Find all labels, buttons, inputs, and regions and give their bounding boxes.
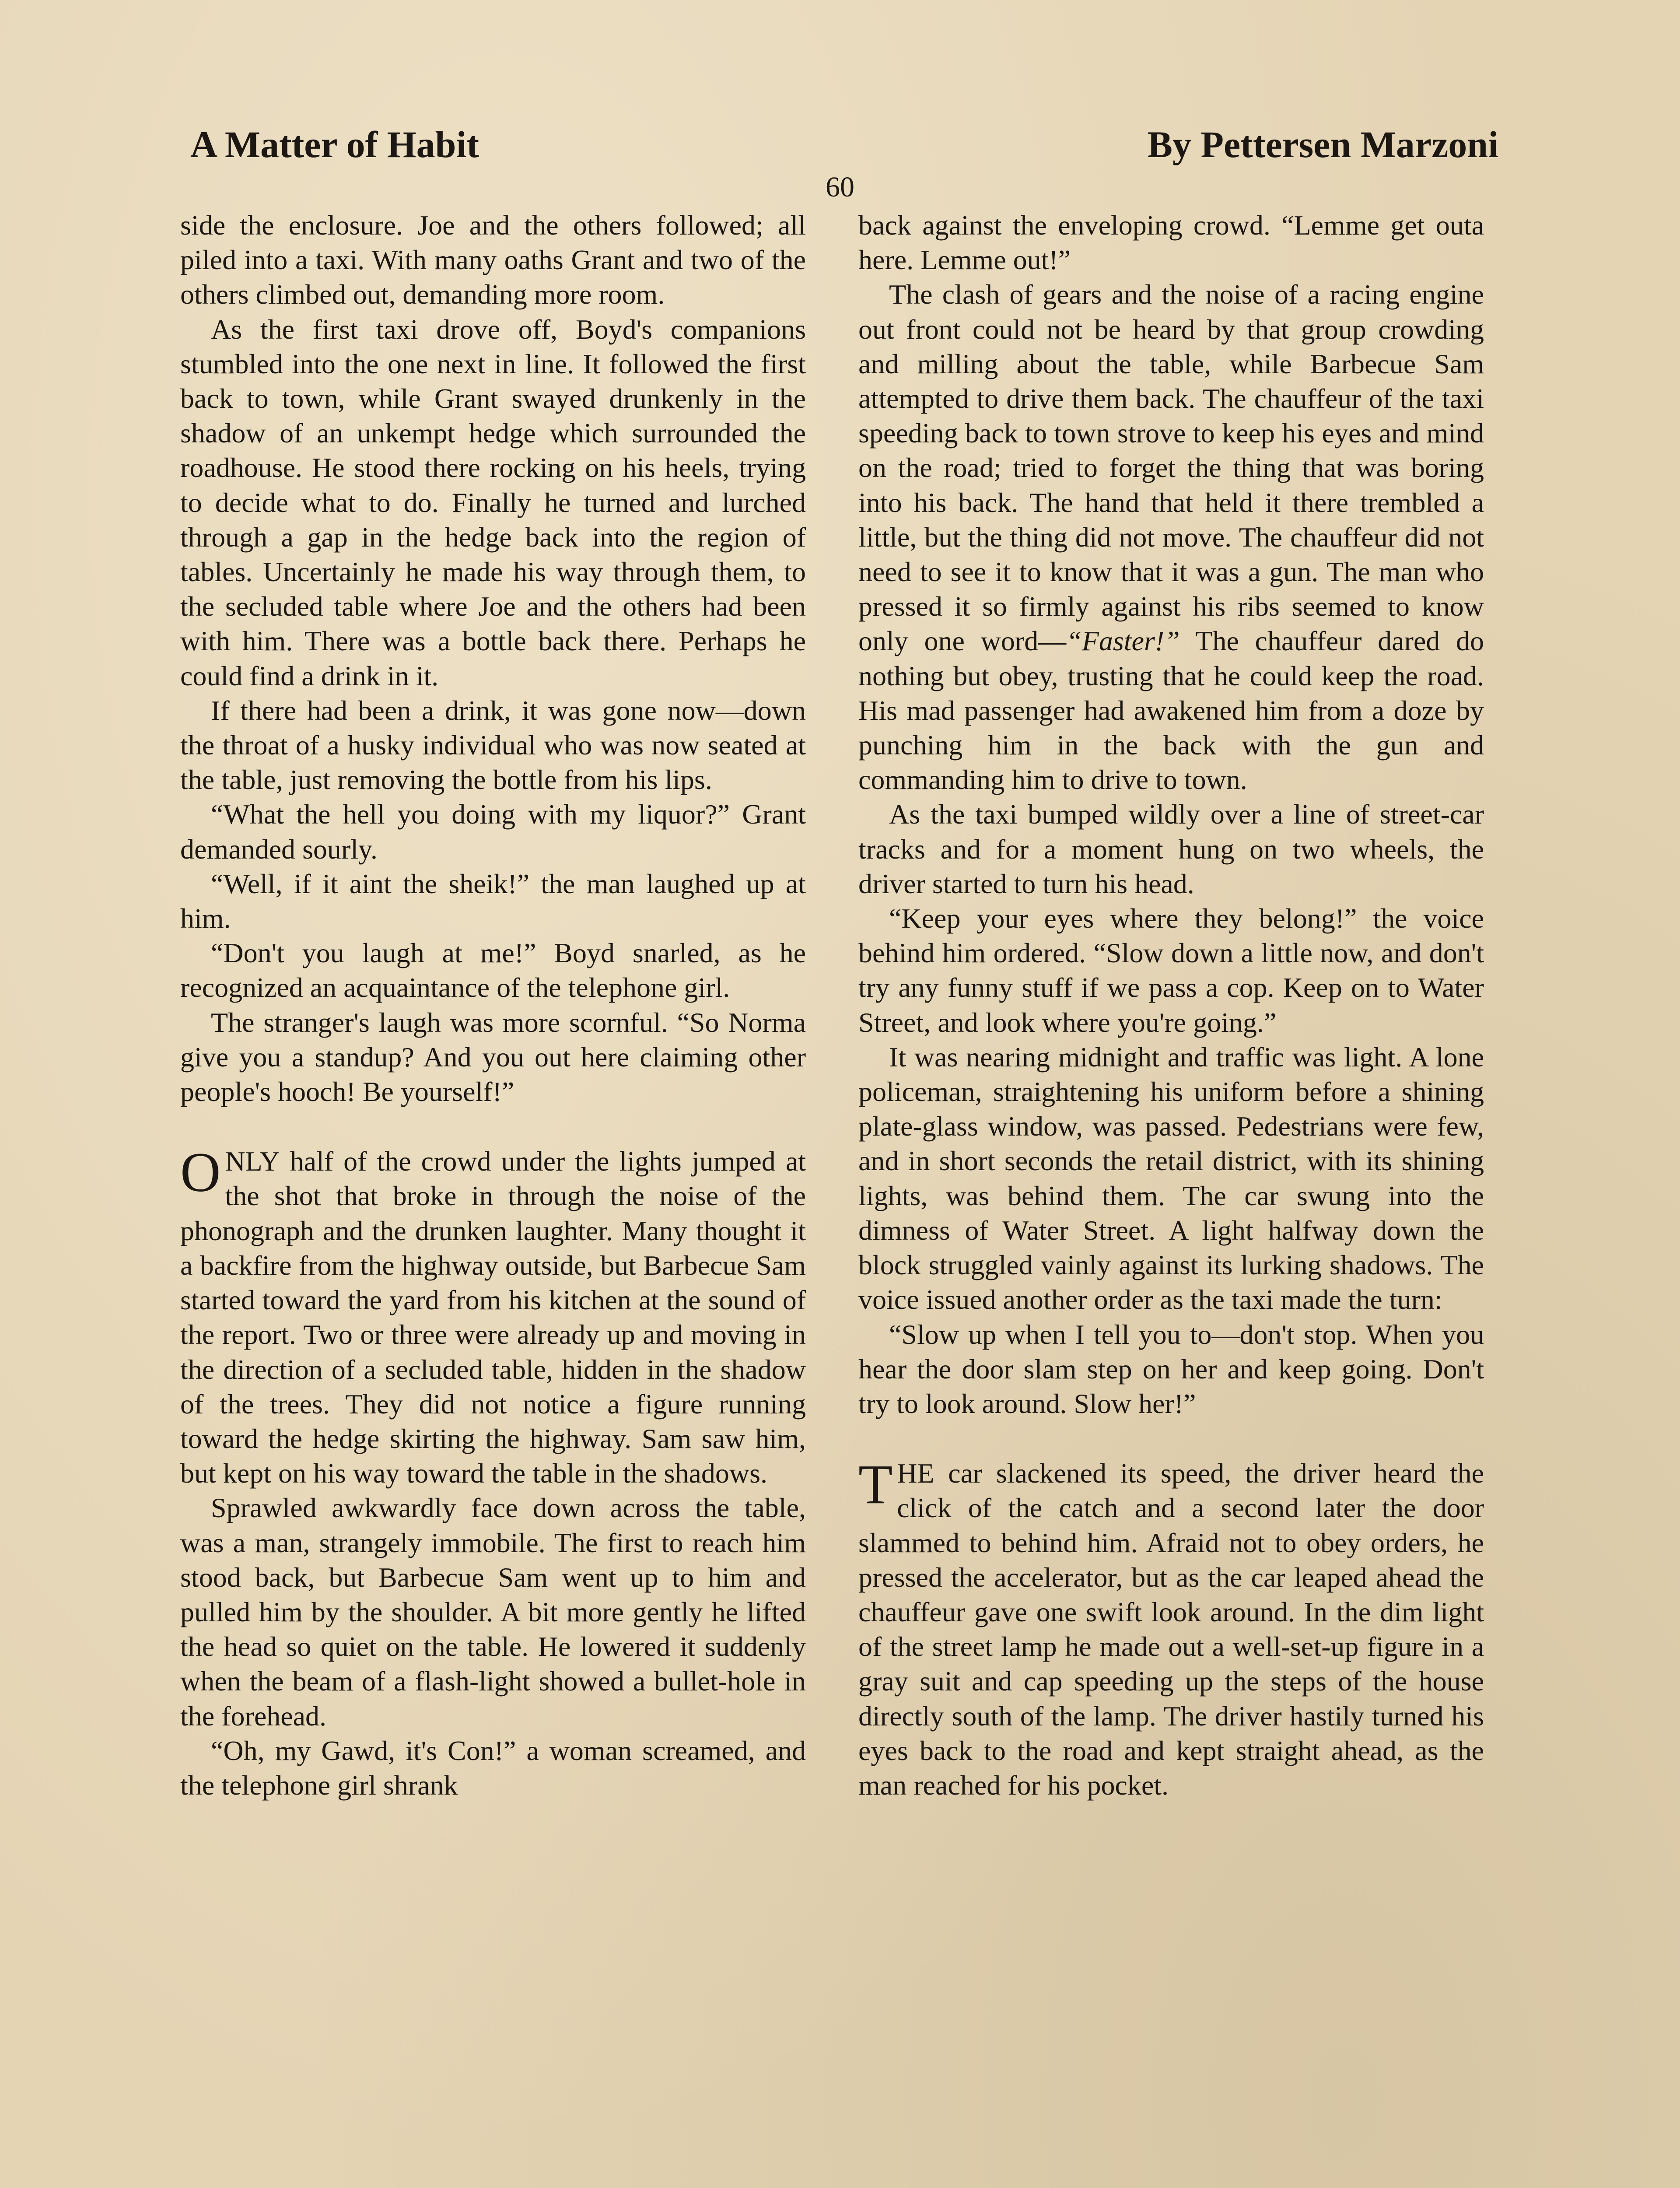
paragraph [858, 277, 1484, 797]
right-column [858, 208, 1484, 1802]
story-title: A Matter of Habit [190, 123, 479, 165]
paragraph-text: The clash of gears and the noise of a racing engine out front could not be heard by that group crowding and milling about the table, while Barbecue Sam attempted to drive them back. The chauffeur of the taxi speeding back to town strove to keep his eyes and mind on the road; tried to forget the thing that was boring into his back. The hand that held it there trembled a little, but the thing did not move. The chauffeur did not need to see it to know that it was a gun. The man who pressed it so firmly against his ribs seemed to know only one word— [858, 279, 1484, 657]
paragraph: As the first taxi drove off, Boyd's companions stumbled into the one next in line. It followed the first back to town, while Grant swayed drunkenly in the shadow of an unkempt hedge which surrounded the roadhouse. He stood there rocking on his heels, trying to decide what to do. Finally he turned and lurched through a gap in the hedge back into the region of tables. Uncertainly he made his way through them, to the secluded table where Joe and the others had been with him. There was a bottle back there. Perhaps he could find a drink in it. [180, 313, 806, 691]
drop-cap: O [180, 1141, 221, 1204]
section-opening-paragraph [180, 1141, 806, 1490]
paragraph: “Slow up when I tell you to—don't stop. When you hear the door slam step on her and keep going. Don't try to look around. Slow her!” [858, 1318, 1484, 1419]
paragraph-text: car slackened its speed, the driver heard the click of the catch and a second later the door slammed to behind him. Afraid not to obey orders, he pressed the accelerator, but as the car leaped ahead the chauffeur gave one swift look around. In the dim light of the street lamp he made out a well-set-up figure in a gray suit and cap speeding up the steps of the house directly south of the lamp. The driver hastily turned his eyes back to the road and kept straight ahead, as the man reached for his pocket. [858, 1458, 1484, 1801]
emphasis-text: “Faster!” [1066, 625, 1180, 657]
opening-word: HE [897, 1458, 934, 1489]
paragraph: side the enclosure. Joe and the others followed; all piled into a taxi. With many oaths Grant and two of the others climbed out, demanding more room. [180, 210, 806, 310]
paragraph: “Oh, my Gawd, it's Con!” a woman screamed, and the telephone girl shrank [180, 1735, 806, 1801]
paragraph: back against the enveloping crowd. “Lemme get outa here. Lemme out!” [858, 210, 1484, 276]
paragraph: It was nearing midnight and traffic was light. A lone policeman, straightening his uniform before a shining plate-glass window, was passed. Pedestrians were few, and in short seconds the retail district, with its shining lights, was behind them. The car swung into the dimness of Water Street. A light halfway down the block struggled vainly against its lurking shadows. The voice issued another order as the taxi made the turn: [858, 1041, 1484, 1315]
story-byline: By Pettersen Marzoni [1147, 123, 1498, 165]
paragraph-text-continued: The chauffeur dared do nothing but obey, trusting that he could keep the road. His mad passenger had awakened him from a doze by punching him in the back with the gun and commanding him to drive to town. [858, 625, 1484, 796]
paragraph: “Don't you laugh at me!” Boyd snarled, as he recognized an acquaintance of the telephone girl. [180, 937, 806, 1003]
opening-word: NLY [225, 1146, 280, 1177]
paragraph: As the taxi bumped wildly over a line of street-car tracks and for a moment hung on two wheels, the driver started to turn his head. [858, 799, 1484, 899]
paragraph: “Well, if it aint the sheik!” the man laughed up at him. [180, 868, 806, 934]
page-number: 60 [826, 171, 854, 203]
drop-cap: T [858, 1453, 893, 1516]
paragraph: Sprawled awkwardly face down across the table, was a man, strangely immobile. The first to reach him stood back, but Barbecue Sam went up to him and pulled him by the shoulder. A bit more gently he lifted the head so quiet on the table. He lowered it suddenly when the beam of a flash-light showed a bullet-hole in the forehead. [180, 1492, 806, 1732]
paragraph: “Keep your eyes where they belong!” the voice behind him ordered. “Slow down a little now, and don't try any funny stuff if we pass a cop. Keep on to Water Street, and look where you're going.” [858, 903, 1484, 1038]
left-column [180, 208, 806, 1802]
section-opening-paragraph [858, 1453, 1484, 1802]
paragraph-text: half of the crowd under the lights jumped at the shot that broke in through the noise of the phonograph and the drunken laughter. Many thought it a backfire from the highway outside, but Barbecue Sam started toward the yard from his kitchen at the sound of the report. Two or three were already up and moving in the direction of a secluded table, hidden in the shadow of the trees. They did not notice a figure running toward the hedge skirting the highway. Sam saw him, but kept on his way toward the table in the shadows. [180, 1146, 806, 1489]
paragraph: “What the hell you doing with my liquor?” Grant demanded sourly. [180, 799, 806, 865]
paragraph: The stranger's laugh was more scornful. “So Norma give you a standup? And you out here claiming other people's hooch! Be yourself!” [180, 1006, 806, 1108]
paragraph: If there had been a drink, it was gone now—down the throat of a husky individual who was now seated at the table, just removing the bottle from his lips. [180, 694, 806, 796]
